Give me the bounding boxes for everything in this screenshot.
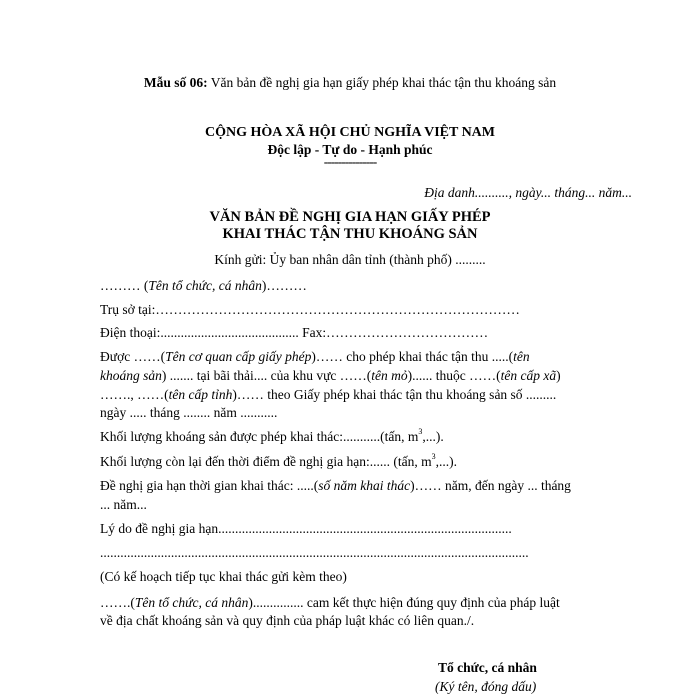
unit-superscript: 3: [418, 427, 423, 436]
applicant-name-placeholder: Tên tổ chức, cá nhân: [148, 278, 262, 293]
permit-text: ……., ……(: [100, 387, 169, 402]
extension-line-1: [100, 479, 571, 493]
form-number: Mẫu số 06:: [143, 75, 208, 90]
extension-text: Đề nghị gia hạn thời gian khai thác: .....(: [100, 478, 319, 493]
commitment-line-1: [100, 596, 560, 610]
signature-note: (Ký tên, đóng dấu): [435, 679, 537, 694]
province-placeholder: tên cấp tỉnh: [168, 387, 233, 402]
form-heading: [0, 76, 700, 90]
unit-superscript: 3: [431, 452, 436, 461]
reason-line: Lý do đề nghị gia hạn.......................................................................................: [100, 521, 512, 536]
permit-text: ): [556, 368, 561, 383]
header-separator: ---------------: [323, 154, 377, 169]
signature-title: Tổ chức, cá nhân: [438, 660, 537, 675]
permit-text: )…… cho phép khai thác tận thu .....(: [311, 349, 514, 364]
remaining-volume-end: ,...).: [435, 454, 458, 469]
document-title-line1: VĂN BẢN ĐỀ NGHỊ GIA HẠN GIẤY PHÉP: [209, 209, 491, 225]
applicant-suffix: )………: [261, 278, 307, 293]
national-title: CỘNG HÒA XÃ HỘI CHỦ NGHĨA VIỆT NAM: [204, 125, 495, 140]
place-date-line: Địa danh.........., ngày... tháng... năm...: [424, 185, 632, 200]
permit-issuer-placeholder: Tên cơ quan cấp giấy phép: [165, 349, 312, 364]
form-title: Văn bản đề nghị gia hạn giấy phép khai thác tận thu khoáng sản: [210, 75, 557, 90]
permit-line-2: [100, 369, 561, 383]
extension-text: )…… năm, đến ngày ... tháng: [410, 478, 571, 493]
permit-text: )…… theo Giấy phép khai thác tận thu khoáng sản số .........: [232, 387, 557, 402]
remaining-volume-line: [100, 452, 458, 469]
reason-line-2: ...............................................................................................................................: [100, 545, 529, 560]
phone-line: [100, 326, 488, 340]
mine-name-placeholder: tên mỏ: [371, 368, 408, 383]
phone-label: Điện thoại:.........................................: [100, 325, 299, 340]
allowed-volume-line: [100, 427, 444, 444]
applicant-line: [100, 279, 307, 293]
office-line: Trụ sở tại:………………………………………………………………………: [100, 302, 520, 317]
commune-placeholder: tên cấp xã: [500, 368, 557, 383]
years-placeholder: số năm khai thác: [318, 478, 411, 493]
mineral-name-placeholder: tên: [513, 349, 530, 364]
extension-line-2: ... năm...: [100, 497, 147, 512]
applicant-prefix: ……… (: [100, 278, 149, 293]
mineral-name-placeholder: khoáng sản: [100, 368, 162, 383]
commitment-text: )............... cam kết thực hiện đúng quy định của pháp luật: [248, 595, 560, 610]
commitment-name-placeholder: Tên tổ chức, cá nhân: [134, 595, 249, 610]
fax-label: Fax:………………………………: [302, 325, 489, 340]
commitment-line-2: về địa chất khoáng sản và quy định của pháp luật khác có liên quan./.: [100, 613, 475, 628]
plan-note: (Có kế hoạch tiếp tục khai thác gửi kèm theo): [100, 569, 347, 584]
permit-line-1: [100, 350, 530, 364]
permit-text: Được ……(: [100, 349, 166, 364]
allowed-volume-end: ,...).: [422, 429, 444, 444]
document-title-line2: KHAI THÁC TẬN THU KHOÁNG SẢN: [222, 226, 478, 242]
permit-line-3: [100, 388, 556, 402]
permit-line-4: ngày ..... tháng ........ năm ...........: [100, 405, 278, 420]
permit-text: )...... thuộc ……(: [407, 368, 501, 383]
allowed-volume-text: Khối lượng khoáng sản được phép khai thác:...........(tấn, m: [100, 429, 419, 444]
remaining-volume-text: Khối lượng còn lại đến thời điểm đề nghị gia hạn:...... (tấn, m: [100, 454, 432, 469]
recipient-line: Kính gửi: Ủy ban nhân dân tỉnh (thành phố) .........: [214, 252, 486, 267]
commitment-text: …….(: [100, 595, 135, 610]
national-motto: Độc lập - Tự do - Hạnh phúc: [267, 142, 433, 157]
permit-text: ) ....... tại bãi thải.... của khu vực ……(: [161, 368, 372, 383]
